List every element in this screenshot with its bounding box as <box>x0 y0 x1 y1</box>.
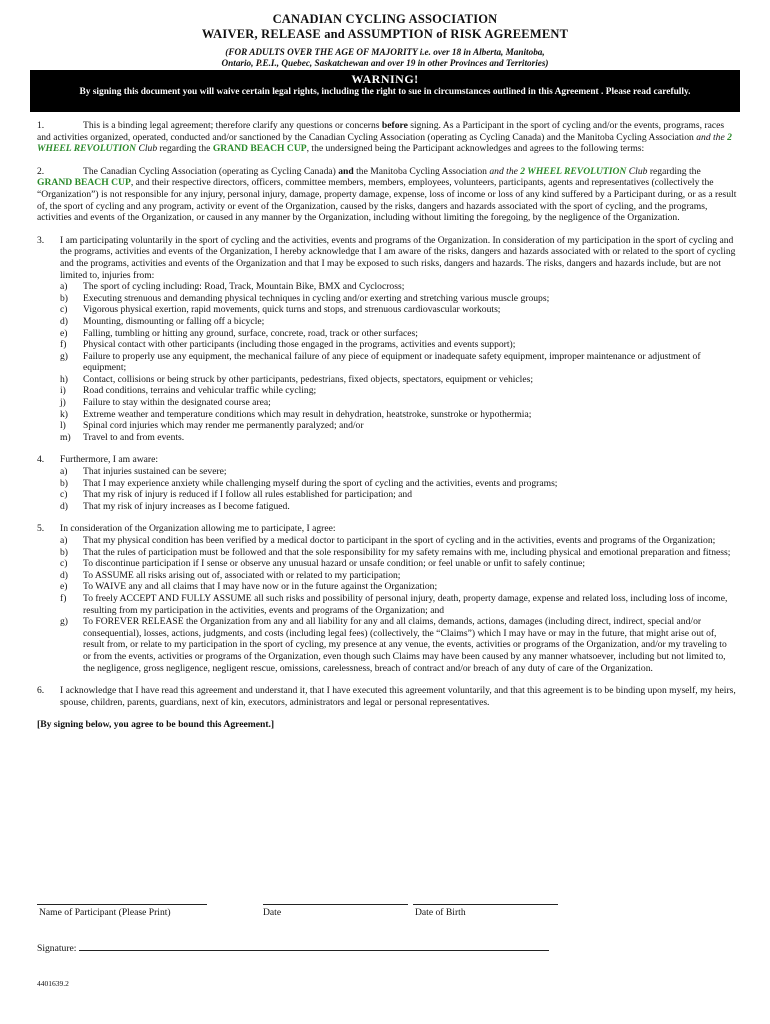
list-item-letter: a) <box>60 535 68 546</box>
awareness-list <box>60 466 737 512</box>
document-title-line1: CANADIAN CYCLING ASSOCIATION <box>272 12 498 26</box>
list-item <box>60 397 737 409</box>
list-item-letter: b) <box>60 546 68 558</box>
list-item <box>60 570 737 582</box>
list-item <box>60 293 737 305</box>
clause-number: 1. <box>37 120 45 131</box>
signature-fields <box>37 898 737 928</box>
list-item-text: Spinal cord injuries which may render me permanently paralyzed; and/or <box>83 420 364 432</box>
list-item <box>60 316 737 328</box>
clause-number: 4. <box>37 454 45 466</box>
list-item-letter: d) <box>60 500 68 512</box>
list-item-text: To discontinue participation if I sense or observe any unusual hazard or unsafe condition; or feel unable or unfit to safely continue; <box>83 558 586 570</box>
list-item-letter: g) <box>60 616 68 628</box>
list-item-letter: f) <box>60 339 67 351</box>
list-item-letter: e) <box>60 327 68 339</box>
clause-5 <box>37 523 737 674</box>
warning-box <box>30 70 740 112</box>
event-name: GRAND BEACH CUP <box>212 143 307 155</box>
list-item-letter: d) <box>60 315 68 327</box>
list-item-text: Contact, collisions or being struck by other participants, pedestrians, fixed objects, spectators, equipment or vehicles; <box>83 373 533 385</box>
list-item <box>60 478 737 490</box>
clause-5-intro: In consideration of the Organization allowing me to participate, I agree: <box>60 523 336 535</box>
list-item <box>60 535 737 547</box>
warning-text: By signing this document you will waive certain legal rights, including the right to sue in circumstances outlined in this Agreement . Please read carefully. <box>79 87 691 97</box>
document-id: 4401639.2 <box>37 979 69 988</box>
participant-name-label: Name of Participant (Please Print) <box>39 907 171 918</box>
list-item-letter: c) <box>60 489 68 501</box>
list-item <box>60 593 737 616</box>
list-item-letter: e) <box>60 581 68 593</box>
event-name: GRAND BEACH CUP <box>37 177 131 189</box>
list-item-text: The sport of cycling including: Road, Track, Mountain Bike, BMX and Cyclocross; <box>83 281 405 293</box>
list-item-text: Falling, tumbling or hitting any ground, surface, concrete, road, track or other surfaces; <box>83 327 418 339</box>
risk-list <box>60 281 737 443</box>
list-item-letter: k) <box>60 408 68 420</box>
list-item-letter: j) <box>60 397 66 409</box>
list-item <box>60 374 737 386</box>
list-item-text: That the rules of participation must be followed and that the sole responsibility for my safety remains with me, including physical and emotional preparation and fitness; <box>83 546 731 558</box>
document-title-line2: WAIVER, RELEASE and ASSUMPTION of RISK AGREEMENT <box>201 27 569 41</box>
list-item-text: That my risk of injury increases as I become fatigued. <box>83 500 290 512</box>
list-item-letter: a) <box>60 281 68 293</box>
agreement-statement: [By signing below, you agree to be bound this Agreement.] <box>37 719 275 731</box>
list-item-letter: a) <box>60 466 68 478</box>
club-name: 2 WHEEL REVOLUTION <box>520 165 627 177</box>
list-item-letter: b) <box>60 477 68 489</box>
list-item-text: That I may experience anxiety while challenging myself during the sport of cycling and the activities, events and programs; <box>83 477 558 489</box>
list-item-letter: d) <box>60 569 68 581</box>
clause-4-intro: Furthermore, I am aware: <box>60 454 159 466</box>
participant-name-field[interactable] <box>37 904 207 905</box>
list-item <box>60 420 737 432</box>
club-name: 2 WHEEL REVOLUTION <box>37 131 732 155</box>
list-item-text: Extreme weather and temperature conditions which may result in dehydration, heatstroke, sunstroke or hypothermia; <box>83 408 532 420</box>
list-item-text: That injuries sustained can be severe; <box>83 466 227 478</box>
date-field[interactable] <box>263 904 408 905</box>
signature-row <box>37 941 549 954</box>
list-item-letter: h) <box>60 373 68 385</box>
document-subtitle-line1: (FOR ADULTS OVER THE AGE OF MAJORITY i.e. over 18 in Alberta, Manitoba, <box>225 47 545 57</box>
list-item <box>60 558 737 570</box>
list-item-text: To WAIVE any and all claims that I may have now or in the future against the Organization; <box>83 581 438 593</box>
date-of-birth-field[interactable] <box>413 904 558 905</box>
clause-6-text: I acknowledge that I have read this agreement and understand it, that I have executed this agreement voluntarily, and that this agreement is to be binding upon myself, my heirs, spouse, children, parents, guardians, next of kin, executors, administrators and legal or personal representatives. <box>60 685 736 708</box>
list-item-letter: g) <box>60 350 68 362</box>
clause-3-intro: I am participating voluntarily in the sport of cycling and the activities, events and programs of the Organization. In consideration of my participation in the sport of cycling and the programs, activities and events of the Organization, I hereby acknowledge that I am aware of the risks, dangers and hazards associated with or related to the sport of cycling and the programs, activities and events of the Organization and that I may be exposed to such risks, dangers and hazards. The risks, dangers and hazards include, but are not limited to, injuries from: <box>60 234 736 281</box>
list-item <box>60 304 737 316</box>
list-item-text: Road conditions, terrains and vehicular traffic while cycling; <box>83 385 317 397</box>
signature-label: Signature: <box>37 943 77 954</box>
list-item-letter: m) <box>60 431 71 443</box>
list-item <box>60 547 737 559</box>
list-item-letter: c) <box>60 558 68 570</box>
clause-2: 2. The Canadian Cycling Association (operating as Cycling Canada) and the Manitoba Cycling Association and the 2 WHEEL REVOLUTION Club regarding the GRAND BEACH CUP, and their respective directors, officers, committee members, members, employees, volunteers, participants, agents and representatives (collectively the “Organization”) is not responsible for any injury, personal injury, damage, property damage, expense, loss of income or loss of any kind suffered by a Participant during, or as a result of, the sport of cycling and any program, activity or event of the Organization, caused by the risks, dangers and hazards associated with the sport of cycling, and the programs, activities and events of the Organization, or caused in any manner by the Organization, including without limiting the foregoing, by the negligence of the Organization. <box>37 165 737 224</box>
agreement-body <box>37 120 737 731</box>
list-item-text: Physical contact with other participants (including those engaged in the programs, activities and events support); <box>83 339 516 351</box>
list-item-text: Mounting, dismounting or falling off a bicycle; <box>83 315 265 327</box>
clause-number: 6. <box>37 685 45 697</box>
clause-1: 1. This is a binding legal agreement; therefore clarify any questions or concerns before signing. As a Participant in the sport of cycling and/or the events, programs, races and activities organized, operated, conducted and/or sanctioned by the Canadian Cycling Association (operating as Cycling Canada) and the Manitoba Cycling Association and the 2 WHEEL REVOLUTION Club regarding the GRAND BEACH CUP, the undersigned being the Participant acknowledges and agrees to the following terms: <box>37 120 732 155</box>
list-item <box>60 351 737 374</box>
list-item-text: To freely ACCEPT AND FULLY ASSUME all such risks and possibility of personal injury, death, property damage, expense and related loss, including loss of income, resulting from my participation in the activities, events and programs of the Organization; and <box>83 592 728 616</box>
list-item <box>60 616 737 674</box>
list-item <box>60 466 737 478</box>
list-item-text: To FOREVER RELEASE the Organization from any and all liability for any and all claims, demands, actions, damages (including direct, indirect, special and/or consequential), losses, actions, judgments, and costs (including legal fees) (collectively, the “Claims”) which I may have or may in the future, that might arise out of, result from, or relate to my participation in the sport of cycling, my presence at any venue, the events, activities or programs of the Organization, and/or my traveling to or from the events, activities or programs of the Organization, even though such Claims may have been caused by any manner whatsoever, including but not limited to, the negligence, gross negligence, negligent rescue, omissions, carelessness, breach of contract and/or breach of any duty of care of the Organization. <box>83 616 727 674</box>
list-item-text: That my risk of injury is reduced if I follow all rules established for participation; and <box>83 489 413 501</box>
list-item-letter: f) <box>60 592 67 604</box>
clause-4 <box>37 454 737 512</box>
list-item <box>60 581 737 593</box>
document-subtitle-line2: Ontario, P.E.I., Quebec, Saskatchewan and over 19 in other Provinces and Territories) <box>221 58 549 68</box>
date-of-birth-label: Date of Birth <box>415 907 466 918</box>
warning-title: WARNING! <box>351 72 419 86</box>
clause-number: 5. <box>37 523 45 535</box>
agreement-list <box>60 535 737 674</box>
list-item-text: Failure to stay within the designated course area; <box>83 397 271 409</box>
list-item-text: Executing strenuous and demanding physical techniques in cycling and/or exerting and stretching various muscle groups; <box>83 292 550 304</box>
list-item <box>60 409 737 421</box>
clause-6 <box>37 685 737 708</box>
list-item-text: Vigorous physical exertion, rapid movements, quick turns and stops, and strenuous cardiovascular workouts; <box>83 304 501 316</box>
list-item <box>60 432 737 444</box>
clause-number: 3. <box>37 234 45 246</box>
list-item-text: Failure to properly use any equipment, the mechanical failure of any piece of equipment or inadequate safety equipment, improper maintenance or adjustment of equipment; <box>83 350 701 374</box>
list-item <box>60 328 737 340</box>
list-item <box>60 385 737 397</box>
list-item-text: To ASSUME all risks arising out of, associated with or related to my participation; <box>83 569 401 581</box>
date-label: Date <box>263 907 282 918</box>
list-item-letter: c) <box>60 304 68 316</box>
list-item-letter: b) <box>60 292 68 304</box>
signature-field[interactable] <box>79 941 549 951</box>
list-item-letter: l) <box>60 420 66 432</box>
list-item <box>60 489 737 501</box>
list-item-text: Travel to and from events. <box>83 431 185 443</box>
list-item-letter: i) <box>60 385 66 397</box>
list-item <box>60 281 737 293</box>
list-item-text: That my physical condition has been verified by a medical doctor to participant in the sport of cycling and in the activities, events and programs of the Organization; <box>83 535 716 546</box>
list-item <box>60 501 737 513</box>
clause-number: 2. <box>37 165 45 177</box>
clause-3 <box>37 235 737 444</box>
list-item <box>60 339 737 351</box>
